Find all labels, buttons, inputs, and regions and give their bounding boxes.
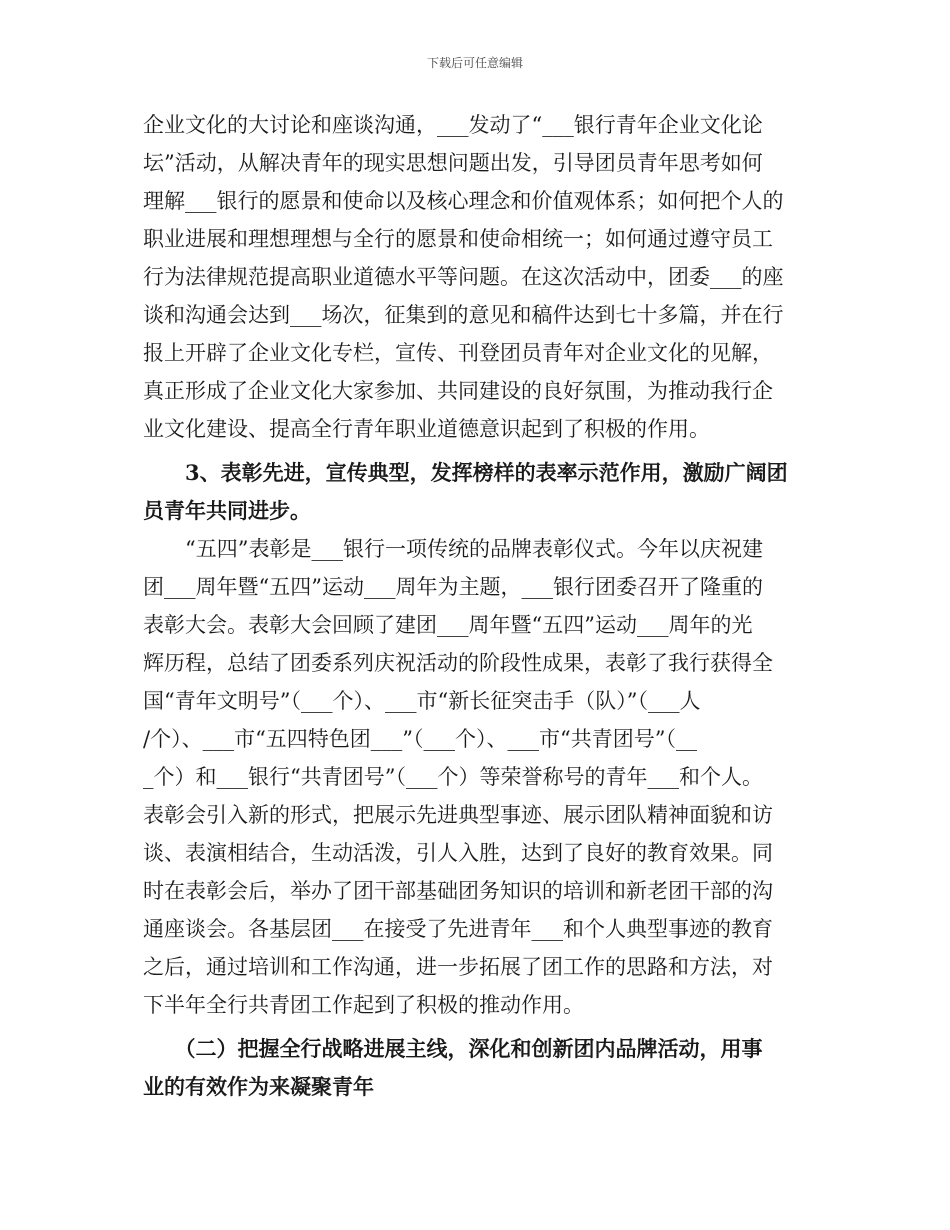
paragraph-line: 谈和沟通会达到___场次，征集到的意见和稿件达到七十多篇，并在行: [143, 303, 784, 327]
paragraph-line: 之后，通过培训和工作沟通，进一步拓展了团工作的思路和方法，对: [143, 955, 773, 979]
paragraph-line: 行为法律规范提高职业道德水平等问题。在这次活动中，团委___的座: [143, 265, 784, 289]
paragraph-line: 企业文化的大讨论和座谈沟通，___发动了“___银行青年企业文化论: [143, 113, 763, 137]
page-header: 下载后可任意编辑: [426, 56, 523, 70]
section-heading-line: 业的有效作为来凝聚青年: [143, 1074, 374, 1099]
section-heading-line: （二）把握全行战略进展主线，深化和创新团内品牌活动，用事: [143, 1036, 763, 1061]
paragraph-line: 报上开辟了企业文化专栏，宣传、刊登团员青年对企业文化的见解，: [143, 341, 773, 365]
paragraph-line: 理解___银行的愿景和使命以及核心理念和价值观体系；如何把个人的: [143, 189, 784, 213]
paragraph-line: 国“青年文明号”（___个）、___市“新长征突击手（队）”（___人: [143, 689, 701, 713]
paragraph-line: 时在表彰会后，举办了团干部基础团务知识的培训和新老团干部的沟: [143, 879, 773, 903]
paragraph-line: /个）、___市“五四特色团___”（___个）、___市“共青团号”（__: [143, 727, 698, 751]
paragraph-line: “五四”表彰是___银行一项传统的品牌表彰仪式。今年以庆祝建: [143, 537, 763, 561]
paragraph-line: 业文化建设、提高全行青年职业道德意识起到了积极的作用。: [143, 417, 710, 441]
paragraph-line: 表彰大会。表彰大会回顾了建团___周年暨“五四”运动___周年的光: [143, 613, 753, 637]
paragraph-line: 通座谈会。各基层团___在接受了先进青年___和个人典型事迹的教育: [143, 917, 773, 941]
paragraph-line: 谈、表演相结合，生动活泼，引人入胜，达到了良好的教育效果。同: [143, 841, 773, 865]
section-heading-line: 员青年共同进步。: [143, 498, 311, 523]
paragraph-line: 坛”活动，从解决青年的现实思想问题出发，引导团员青年思考如何: [143, 151, 763, 175]
paragraph-line: 真正形成了企业文化大家参加、共同建设的良好氛围，为推动我行企: [143, 379, 773, 403]
paragraph-line: 辉历程，总结了团委系列庆祝活动的阶段性成果，表彰了我行获得全: [143, 651, 773, 675]
paragraph-line: _个）和___银行“共青团号”（___个）等荣誉称号的青年___和个人。: [143, 765, 763, 789]
paragraph-line: 团___周年暨“五四”运动___周年为主题，___银行团委召开了隆重的: [143, 575, 763, 599]
paragraph-line: 下半年全行共青团工作起到了积极的推动作用。: [143, 993, 584, 1017]
document-body: [143, 106, 811, 1106]
paragraph-line: 职业进展和理想理想与全行的愿景和使命相统一；如何通过遵守员工: [143, 227, 773, 251]
section-heading-line: 3、表彰先进，宣传典型，发挥榜样的表率示范作用，激励广阔团: [143, 460, 788, 485]
paragraph-line: 表彰会引入新的形式，把展示先进典型事迹、展示团队精神面貌和访: [143, 803, 773, 827]
